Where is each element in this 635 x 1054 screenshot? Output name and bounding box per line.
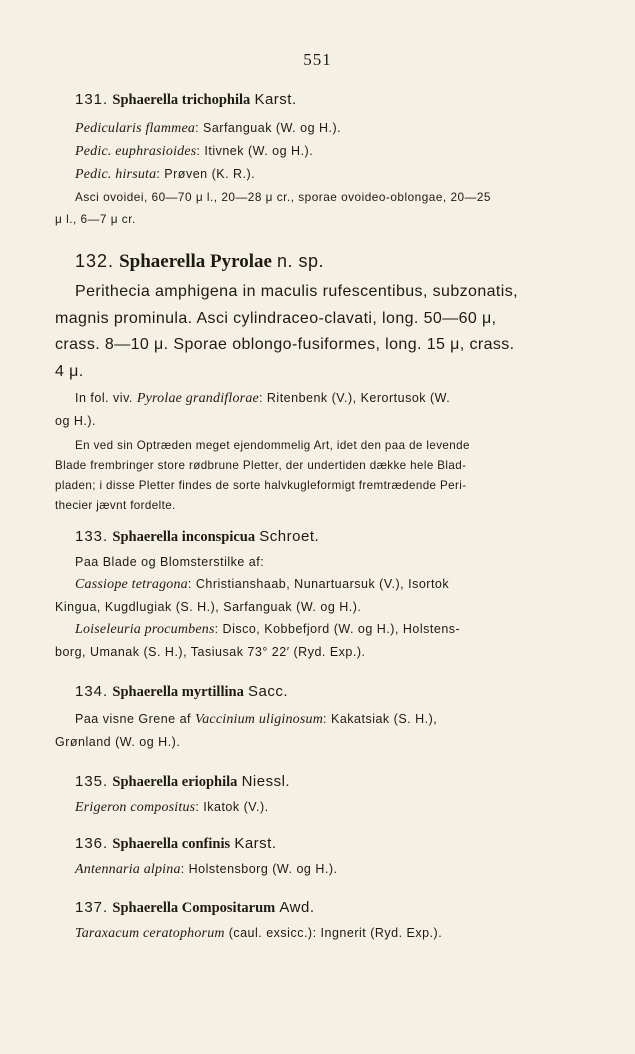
note-line: Blade frembringer store rødbrune Pletter, der undertiden dække hele Blad- [55, 459, 467, 472]
entry-number: 131. [75, 91, 109, 108]
host-line [75, 387, 545, 410]
diagnosis-line: magnis prominula. Asci cylindraceo-clavati, long. 50—60 μ, [55, 309, 497, 327]
species-name: Sphaerella Compositarum [112, 900, 276, 916]
species-name: Sphaerella myrtillina [112, 684, 244, 700]
host-line [75, 163, 545, 186]
host-locality: : Holstensborg (W. og H.). [180, 862, 338, 876]
host-line [75, 140, 545, 163]
host-line: Kingua, Kugdlugiak (S. H.), Sarfanguak (W. og H.). [55, 600, 362, 614]
host-taxon: Antennaria alpina [75, 862, 181, 877]
host-taxon: Cassiope tetragona [75, 577, 188, 592]
host-line: og H.). [55, 414, 97, 428]
host-line [75, 922, 545, 945]
host-taxon: Pyrolae grandiflorae [136, 391, 259, 406]
entry-heading [75, 248, 545, 275]
host-taxon: Vaccinium uliginosum [195, 712, 324, 727]
species-author: Schroet. [259, 528, 320, 545]
host-line [75, 573, 545, 596]
host-locality: : Christianshaab, Nunartuarsuk (V.), Isortok [187, 577, 450, 591]
entry-131 [55, 90, 545, 230]
note-line: pladen; i disse Pletter findes de sorte halvkugleformigt fremtrædende Peri- [55, 479, 467, 492]
entry-137 [75, 898, 545, 945]
host-locality: : Ikatok (V.). [195, 800, 269, 814]
entry-number: 133. [75, 528, 109, 545]
entry-136 [75, 834, 545, 881]
species-name: Sphaerella Pyrolae [119, 251, 272, 272]
species-author: Karst. [234, 835, 277, 852]
host-line [75, 117, 545, 140]
host-line [75, 708, 545, 731]
host-prefix: Paa visne Grene af [75, 712, 192, 726]
note-line: thecier jævnt fordelte. [55, 499, 176, 512]
host-taxon: Pedicularis flammea [75, 121, 196, 136]
host-line: Grønland (W. og H.). [55, 735, 181, 749]
species-author: Niessl. [241, 773, 291, 790]
description-line: μ l., 6—7 μ cr. [55, 212, 136, 226]
host-locality: : Prøven (K. R.). [156, 167, 256, 181]
host-line: borg, Umanak (S. H.), Tasiusak 73° 22′ (Ryd. Exp.). [55, 645, 366, 659]
entry-heading [75, 682, 545, 702]
host-locality: : Ritenbenk (V.), Kerortusok (W. [258, 391, 451, 405]
entry-number: 136. [75, 835, 109, 852]
host-intro: Paa Blade og Blomsterstilke af: [75, 555, 265, 569]
entry-heading [75, 527, 545, 547]
description-line: Asci ovoidei, 60—70 μ l., 20—28 μ cr., sporae ovoideo-oblongae, 20—25 [75, 190, 491, 204]
species-name: Sphaerella eriophila [112, 774, 238, 790]
host-prefix: In fol. viv. [75, 391, 133, 405]
diagnosis-line: Perithecia amphigena in maculis rufescentibus, subzonatis, [75, 283, 518, 300]
host-locality: : Disco, Kobbefjord (W. og H.), Holstens- [214, 622, 461, 636]
entry-number: 135. [75, 773, 109, 790]
entry-heading [75, 898, 545, 918]
entry-number: 137. [75, 899, 109, 916]
host-line [75, 796, 545, 819]
entry-heading [75, 90, 545, 110]
host-locality: : Kakatsiak (S. H.), [323, 712, 438, 726]
host-locality: : Sarfanguak (W. og H.). [195, 121, 342, 135]
host-locality: (caul. exsicc.): Ingnerit (Ryd. Exp.). [224, 926, 443, 940]
host-taxon: Loiseleuria procumbens [75, 622, 215, 637]
entry-133 [55, 527, 545, 663]
species-name: Sphaerella trichophila [112, 92, 251, 108]
species-author: n. sp. [276, 251, 324, 271]
host-taxon: Pedic. hirsuta [75, 167, 157, 182]
entry-number: 134. [75, 683, 109, 700]
entry-132 [55, 248, 545, 516]
host-line [75, 618, 545, 641]
entry-heading [75, 834, 545, 854]
species-name: Sphaerella confinis [112, 836, 231, 852]
species-name: Sphaerella inconspicua [112, 529, 256, 545]
entry-135 [75, 772, 545, 819]
species-author: Sacc. [248, 683, 289, 700]
entry-heading [75, 772, 545, 792]
species-author: Karst. [254, 91, 297, 108]
entry-number: 132. [75, 251, 115, 271]
host-taxon: Pedic. euphrasioides [75, 144, 197, 159]
species-author: Awd. [279, 899, 315, 916]
page-number: 551 [303, 50, 332, 69]
host-locality: : Itivnek (W. og H.). [196, 144, 314, 158]
diagnosis-line: 4 μ. [55, 362, 84, 380]
diagnosis-line: crass. 8—10 μ. Sporae oblongo-fusiformes, long. 15 μ, crass. [55, 336, 515, 353]
host-taxon: Erigeron compositus [75, 800, 196, 815]
entry-134 [55, 682, 545, 753]
host-taxon: Taraxacum ceratophorum [75, 926, 225, 941]
note-line: En ved sin Optræden meget ejendommelig Art, idet den paa de levende [75, 439, 470, 452]
host-line [75, 858, 545, 881]
